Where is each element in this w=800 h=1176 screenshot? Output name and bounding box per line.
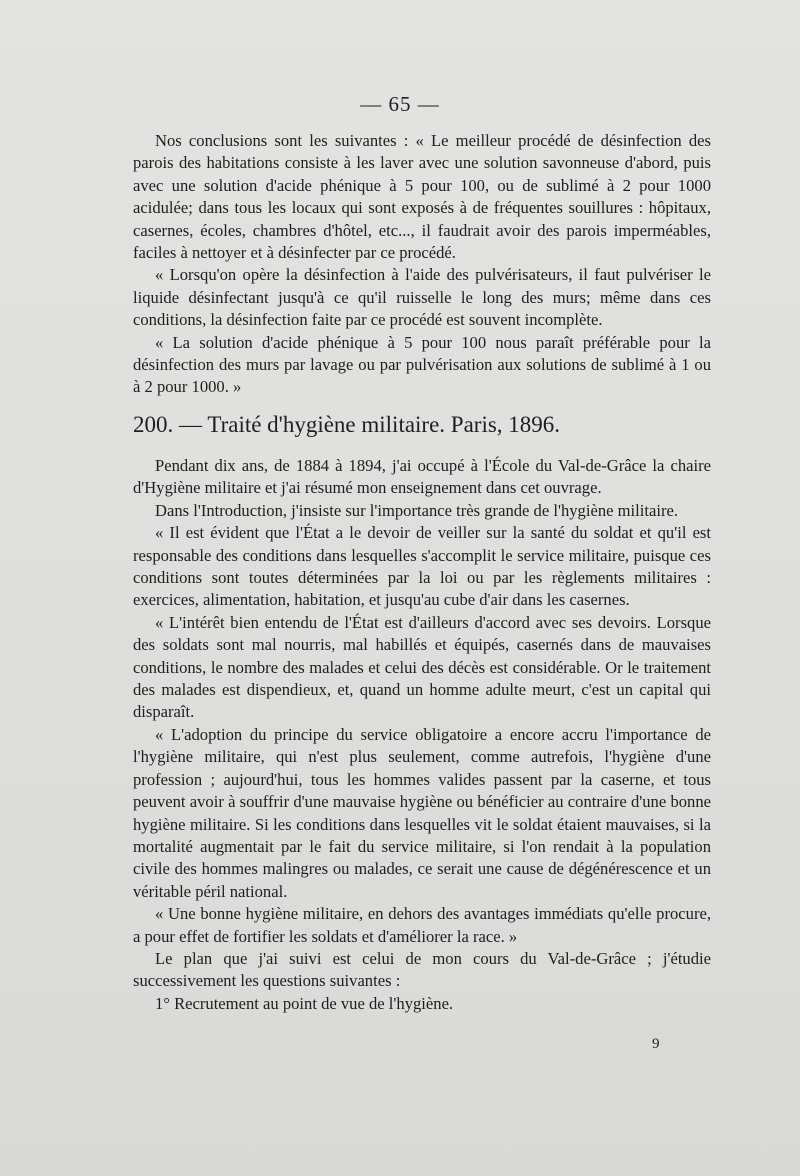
paragraph: « Une bonne hygiène militaire, en dehors des avantages immédiats qu'elle procure, a pour effet de fortifier les soldats et d'améliorer la race. » (133, 904, 711, 946)
paragraph: « Lorsqu'on opère la désinfection à l'aide des pulvérisateurs, il faut pulvériser le liquide désinfectant jusqu'à ce qu'il ruisselle le long des murs; même dans ces conditions, la désinfection faite par ce procédé est souvent incomplète. (133, 265, 711, 330)
paragraph: « Il est évident que l'État a le devoir de veiller sur la santé du soldat et qu'il est responsable des conditions dans lesquelles s'accomplit le service militaire, puisque ces conditions sont toutes déterminées par la loi ou par les règlements militaires : exercices, alimentation, habitation, et jusqu'au cube d'air dans les casernes. (133, 523, 711, 610)
section-heading: 200. — Traité d'hygiène militaire. Paris, 1896. (133, 412, 561, 437)
paragraph: « L'adoption du principe du service obligatoire a encore accru l'importance de l'hygiène militaire, qui n'est plus seulement, comme autrefois, l'hygiène d'une profession ; aujourd'hui, tous les hommes valides passent par la caserne, et tous peuvent avoir à souffrir d'une mauvaise hygiène ou bénéficier au contraire d'une bonne hygiène militaire. Si les conditions dans lesquelles vit le soldat étaient mauvaises, si la mortalité augmentait par le fait du service militaire, si l'on rendait à la population civile des hommes malingres ou malades, ce serait une cause de dégénérescence et un véritable péril national. (133, 724, 711, 901)
signature-mark: 9 (652, 1036, 660, 1052)
paragraph: 1° Recrutement au point de vue de l'hygiène. (155, 993, 454, 1013)
text-block-top (133, 130, 711, 399)
paragraph: « L'intérêt bien entendu de l'État est d'ailleurs d'accord avec ses devoirs. Lorsque des soldats sont mal nourris, mal habillés et équipés, casernés dans de mauvaises conditions, le nombre des malades et celui des décès est considérable. Or le traitement des malades est dispendieux, et, quand un homme adulte meurt, c'est un capital qui disparaît. (133, 612, 711, 722)
paragraph: Nos conclusions sont les suivantes : « Le meilleur procédé de désinfection des parois des habitations consiste à les laver avec une solution savonneuse d'abord, puis avec une solution d'acide phénique à 5 pour 100, ou de sublimé à 2 pour 1000 acidulée; dans tous les locaux qui sont exposés à de fréquentes souillures : hôpitaux, casernes, écoles, chambres d'hôtel, etc..., il faudrait avoir des parois imperméables, faciles à nettoyer et à désinfecter par ce procédé. (133, 131, 711, 263)
paragraph: « La solution d'acide phénique à 5 pour 100 nous paraît préférable pour la désinfection des murs par lavage ou par pulvérisation aux solutions de sublimé à 1 ou à 2 pour 1000. » (133, 332, 711, 397)
paragraph: Le plan que j'ai suivi est celui de mon cours du Val-de-Grâce ; j'étudie successivement les questions suivantes : (133, 948, 711, 991)
paragraph: Pendant dix ans, de 1884 à 1894, j'ai occupé à l'École du Val-de-Grâce la chaire d'Hygiène militaire et j'ai résumé mon enseignement dans cet ouvrage. (133, 456, 711, 498)
page-number: — 65 — (360, 92, 440, 116)
paragraph: Dans l'Introduction, j'insiste sur l'importance très grande de l'hygiène militaire. (155, 500, 679, 520)
text-block-bottom (133, 455, 711, 1015)
